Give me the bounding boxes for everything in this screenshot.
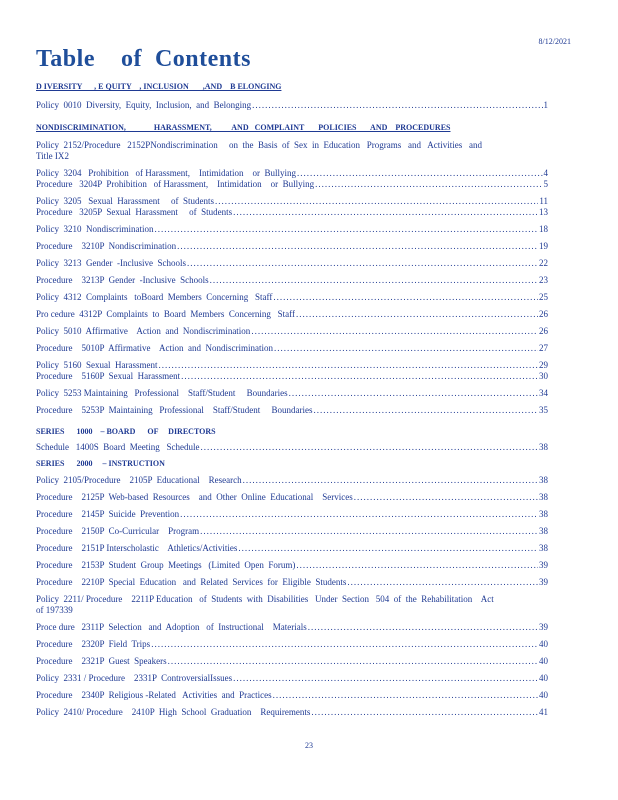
toc-entry[interactable]: [36, 224, 548, 235]
entry-title: Policy 5160 Sexual Harassment: [36, 360, 158, 370]
entry-title: Procedure 2321P Guest Speakers: [36, 656, 167, 666]
dot-leader: [347, 577, 538, 588]
section-heading-series-1000: SERIES 1000 – BOARD OF DIRECTORS: [36, 427, 216, 436]
entry-title: Procedure 3205P Sexual Harassment of Students: [36, 207, 233, 217]
entry-title: Procedure 2320P Field Trips: [36, 639, 151, 649]
entry-title: Policy 2410/ Procedure 2410P High School Graduation Requirements: [36, 707, 311, 717]
entry-page: 38: [539, 442, 548, 452]
entry-title: Proce dure 2311P Selection and Adoption of Instructional Materials: [36, 622, 307, 632]
entry-page: 40: [539, 673, 548, 683]
entry-page: 38: [539, 543, 548, 553]
entry-title: Procedure 2151P Interscholastic Athletics/Activities: [36, 543, 238, 553]
entry-title: Procedure 2150P Co-Curricular Program: [36, 526, 200, 536]
table-of-contents: [36, 82, 548, 718]
dot-leader: [233, 673, 538, 684]
entry-title: Procedure 5160P Sexual Harassment: [36, 371, 181, 381]
entry-title: Procedure 2340P Religious -Related Activities and Practices: [36, 690, 272, 700]
toc-entry[interactable]: [36, 343, 548, 354]
toc-entry[interactable]: [36, 360, 548, 371]
entry-page: 27: [539, 343, 548, 353]
toc-entry[interactable]: [36, 509, 548, 520]
toc-entry[interactable]: [36, 207, 548, 218]
page-number: 23: [305, 741, 313, 750]
entry-page: 26: [539, 309, 548, 319]
toc-entry[interactable]: [36, 442, 548, 453]
entry-title: Pro cedure 4312P Complaints to Board Members Concerning Staff: [36, 309, 295, 319]
toc-entry[interactable]: [36, 388, 548, 399]
toc-entry[interactable]: [36, 168, 548, 179]
entry-page: 18: [539, 224, 548, 234]
entry-title: Title IX: [36, 151, 65, 161]
dot-leader: [151, 639, 538, 650]
entry-page: 29: [539, 360, 548, 370]
dot-leader: [308, 622, 538, 633]
toc-entry[interactable]: [36, 673, 548, 684]
entry-title: Policy 3204 Prohibition of Harassment, Intimidation or Bullying: [36, 168, 296, 178]
entry-page: 34: [539, 388, 548, 398]
dot-leader: [200, 526, 538, 537]
toc-entry[interactable]: [36, 639, 548, 650]
toc-entry[interactable]: [36, 707, 548, 718]
entry-title: Policy 3213 Gender -Inclusive Schools: [36, 258, 186, 268]
entry-page: 25: [539, 292, 548, 302]
entry-title: Policy 3210 Nondiscrimination: [36, 224, 154, 234]
dot-leader: [210, 275, 538, 286]
toc-entry[interactable]: [36, 196, 548, 207]
dot-leader: [289, 388, 538, 399]
entry-title-line1: Policy 2211/ Procedure 2211P Education of Students with Disabilities Under Section 504 of the Rehabilitation Act: [36, 594, 494, 604]
toc-entry[interactable]: [36, 475, 548, 486]
entry-title: Policy 3205 Sexual Harassment of Students: [36, 196, 214, 206]
entry-title: Policy 5253 Maintaining Professional Staff/Student Boundaries: [36, 388, 288, 398]
toc-entry[interactable]: [36, 140, 548, 162]
entry-title: Procedure 5253P Maintaining Professional Staff/Student Boundaries: [36, 405, 313, 415]
dot-leader: [233, 207, 538, 218]
dot-leader: [180, 509, 538, 520]
entry-page: 19: [539, 241, 548, 251]
dot-leader: [238, 543, 538, 554]
entry-page: 30: [539, 371, 548, 381]
entry-page: 26: [539, 326, 548, 336]
dot-leader: [313, 405, 538, 416]
entry-title: Policy 0010 Diversity, Equity, Inclusion, and Belonging: [36, 100, 252, 110]
toc-entry[interactable]: [36, 543, 548, 554]
entry-page: 22: [539, 258, 548, 268]
toc-entry[interactable]: [36, 179, 548, 190]
dot-leader: [296, 560, 538, 571]
toc-entry[interactable]: [36, 309, 548, 320]
entry-title: Schedule 1400S Board Meeting Schedule: [36, 442, 200, 452]
entry-title: Procedure 3204P Prohibition of Harassment, Intimidation or Bullying: [36, 179, 315, 189]
entry-title: Procedure 2153P Student Group Meetings (Limited Open Forum): [36, 560, 296, 570]
toc-entry[interactable]: [36, 526, 548, 537]
toc-entry[interactable]: [36, 560, 548, 571]
dot-leader: [158, 360, 538, 371]
entry-page: 2: [64, 151, 69, 161]
entry-title: of 1973: [36, 605, 64, 615]
toc-entry[interactable]: [36, 492, 548, 503]
dot-leader: [177, 241, 538, 252]
entry-title: Procedure 2145P Suicide Prevention: [36, 509, 180, 519]
entry-title: Policy 5010 Affirmative Action and Nondiscrimination: [36, 326, 251, 336]
entry-page: 39: [539, 622, 548, 632]
toc-entry[interactable]: [36, 100, 548, 111]
toc-entry[interactable]: [36, 622, 548, 633]
dot-leader: [311, 707, 538, 718]
entry-title: Procedure 2210P Special Education and Related Services for Eligible Students: [36, 577, 347, 587]
toc-entry[interactable]: [36, 405, 548, 416]
entry-title: Policy 4312 Complaints toBoard Members Concerning Staff: [36, 292, 273, 302]
date-stamp: 8/12/2021: [538, 37, 571, 46]
section-heading-diversity: D IVERSITY , E QUITY , INCLUSION ,AND B ELONGING: [36, 82, 282, 91]
entry-title: Policy 2331 / Procedure 2331P ControversialIssues: [36, 673, 233, 683]
section-heading-nondiscrimination: NONDISCRIMINATION, HARASSMENT, AND COMPLAINT POLICIES AND PROCEDURES: [36, 123, 451, 132]
dot-leader: [273, 292, 538, 303]
entry-page: 40: [539, 656, 548, 666]
dot-leader: [168, 656, 538, 667]
entry-page: 1: [543, 100, 548, 110]
entry-page: 38: [539, 492, 548, 502]
dot-leader: [296, 309, 538, 320]
entry-page: 41: [539, 707, 548, 717]
dot-leader: [251, 326, 538, 337]
dot-leader: [252, 100, 542, 111]
entry-page: 40: [539, 639, 548, 649]
dot-leader: [315, 179, 542, 190]
toc-entry[interactable]: [36, 577, 548, 588]
dot-leader: [243, 475, 538, 486]
entry-title: Procedure 2125P Web-based Resources and Other Online Educational Services: [36, 492, 353, 502]
entry-page: 40: [539, 690, 548, 700]
entry-page: 38: [539, 509, 548, 519]
toc-entry[interactable]: [36, 258, 548, 269]
entry-page: 13: [539, 207, 548, 217]
entry-page: 38: [539, 475, 548, 485]
toc-entry[interactable]: [36, 371, 548, 382]
entry-page: 35: [539, 405, 548, 415]
entry-page: 5: [543, 179, 548, 189]
entry-page: 39: [539, 560, 548, 570]
entry-title: Procedure 3210P Nondiscrimination: [36, 241, 177, 251]
entry-title: Policy 2105/Procedure 2105P Educational Research: [36, 475, 242, 485]
dot-leader: [274, 343, 538, 354]
toc-entry[interactable]: [36, 275, 548, 286]
dot-leader: [200, 442, 538, 453]
toc-entry[interactable]: [36, 656, 548, 667]
dot-leader: [187, 258, 538, 269]
toc-entry[interactable]: [36, 241, 548, 252]
entry-page: 39: [63, 605, 73, 615]
section-heading-series-2000: SERIES 2000 – INSTRUCTION: [36, 459, 165, 468]
dot-leader: [155, 224, 539, 235]
entry-page: 23: [539, 275, 548, 285]
dot-leader: [215, 196, 538, 207]
page-title: Table of Contents: [36, 46, 251, 72]
entry-title: Procedure 3213P Gender -Inclusive Schools: [36, 275, 209, 285]
dot-leader: [181, 371, 538, 382]
entry-page: 39: [539, 577, 548, 587]
toc-entry[interactable]: [36, 292, 548, 303]
toc-entry[interactable]: [36, 594, 548, 616]
dot-leader: [297, 168, 543, 179]
entry-title: Procedure 5010P Affirmative Action and Nondiscrimination: [36, 343, 273, 353]
entry-title-line1: Policy 2152/Procedure 2152PNondiscrimination on the Basis of Sex in Education Programs and Activities and: [36, 140, 482, 150]
toc-entry[interactable]: [36, 326, 548, 337]
entry-page: 11: [539, 196, 548, 206]
dot-leader: [354, 492, 538, 503]
entry-page: 38: [539, 526, 548, 536]
dot-leader: [273, 690, 538, 701]
entry-page: 4: [543, 168, 548, 178]
toc-entry[interactable]: [36, 690, 548, 701]
